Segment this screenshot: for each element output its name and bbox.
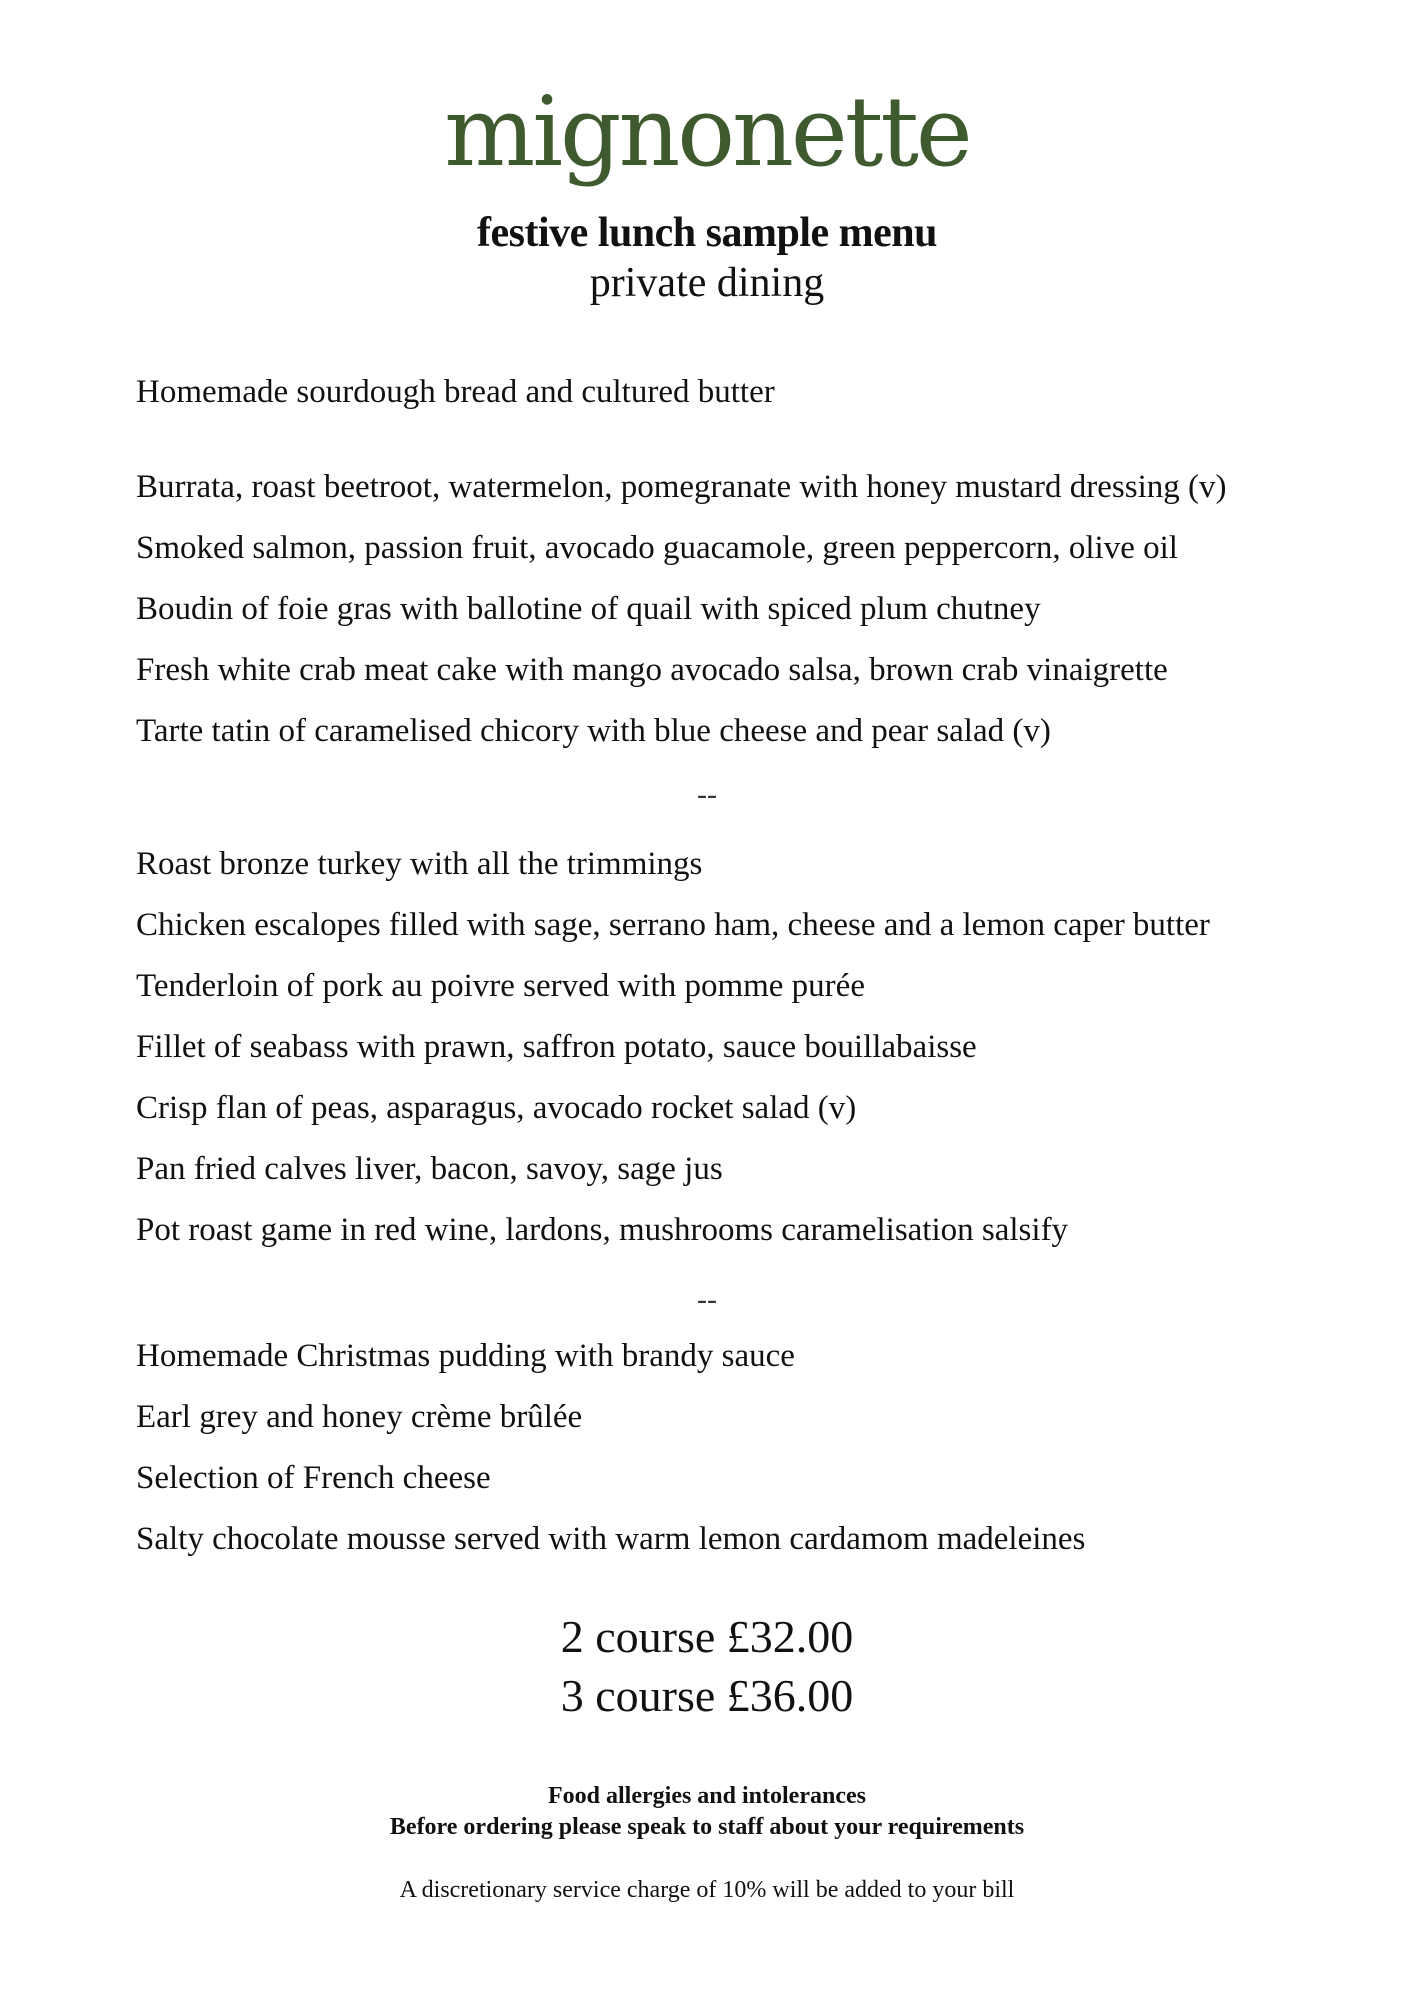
main-item: Chicken escalopes filled with sage, serrano ham, cheese and a lemon caper butter: [136, 907, 1210, 943]
service-charge-note: A discretionary service charge of 10% will be added to your bill: [399, 1877, 1015, 1903]
main-item: Pan fried calves liver, bacon, savoy, sage jus: [136, 1151, 723, 1187]
main-item: Fillet of seabass with prawn, saffron potato, sauce bouillabaisse: [136, 1029, 977, 1065]
price-two-course: 2 course £32.00: [560, 1611, 854, 1662]
main-item: Pot roast game in red wine, lardons, mushrooms caramelisation salsify: [136, 1212, 1069, 1248]
allergy-title: Food allergies and intolerances: [548, 1783, 866, 1809]
dessert-item: Homemade Christmas pudding with brandy sauce: [136, 1338, 795, 1374]
allergy-text: Before ordering please speak to staff about your requirements: [389, 1814, 1025, 1840]
main-item: Crisp flan of peas, asparagus, avocado rocket salad (v): [136, 1090, 857, 1126]
dessert-item: Salty chocolate mousse served with warm lemon cardamom madeleines: [136, 1521, 1086, 1557]
starter-item: Smoked salmon, passion fruit, avocado guacamole, green peppercorn, olive oil: [136, 530, 1178, 566]
main-item: Tenderloin of pork au poivre served with pomme purée: [136, 968, 865, 1004]
main-item: Roast bronze turkey with all the trimmings: [136, 846, 703, 882]
price-three-course: 3 course £36.00: [560, 1670, 854, 1721]
dessert-item: Earl grey and honey crème brûlée: [136, 1399, 583, 1435]
menu-subtitle: private dining: [589, 260, 825, 306]
course-divider: --: [697, 778, 717, 811]
bread-item: Homemade sourdough bread and cultured butter: [136, 374, 775, 410]
starter-item: Tarte tatin of caramelised chicory with blue cheese and pear salad (v): [136, 713, 1051, 749]
starter-item: Burrata, roast beetroot, watermelon, pomegranate with honey mustard dressing (v): [136, 469, 1227, 505]
dessert-item: Selection of French cheese: [136, 1460, 491, 1496]
starter-item: Boudin of foie gras with ballotine of quail with spiced plum chutney: [136, 591, 1041, 627]
brand-logo: mignonette: [444, 76, 970, 188]
course-divider: --: [697, 1283, 717, 1316]
starter-item: Fresh white crab meat cake with mango avocado salsa, brown crab vinaigrette: [136, 652, 1168, 688]
menu-title: festive lunch sample menu: [477, 210, 937, 256]
